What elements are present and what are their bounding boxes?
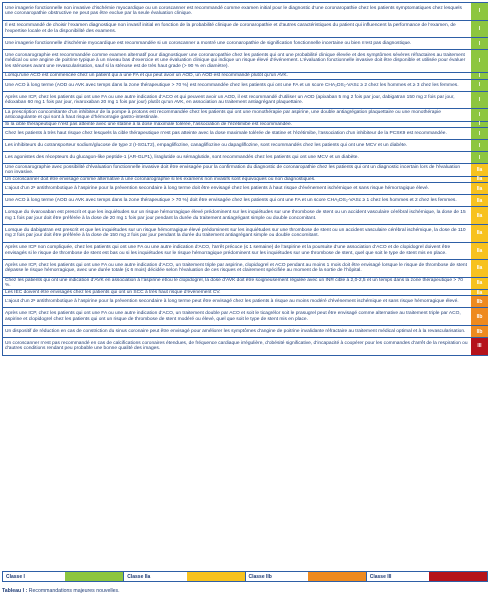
table-row: [3, 326, 488, 338]
legend-label: Classe III: [369, 573, 392, 580]
recommendation-text: [3, 73, 470, 79]
legend-label: Classe IIb: [248, 573, 272, 580]
table-row: [3, 21, 488, 39]
table-caption: [2, 588, 120, 594]
class-cell: IIa: [470, 290, 488, 296]
class-cell: I: [470, 152, 488, 163]
legend-swatch: [308, 572, 366, 581]
table-row: [3, 278, 488, 290]
table-row: [3, 164, 488, 176]
recommendation-label: Une imagerie fonctionnelle non invasive d’ischémie myocardique ou un coroscanner est recommandé comme examen initial pour le diagnostic d’une coronaropathie chez les patients symptomatiques chez lesquels une coronaropathie obstructive ne peut pas être exclue par la seule évaluation clinique.: [5, 5, 462, 17]
recommendation-text: [3, 152, 470, 163]
recommendation-text: [3, 3, 470, 20]
table-row: [3, 92, 488, 110]
recommendation-text: [3, 207, 470, 224]
recommendation-label: Une imagerie fonctionnelle d’ischémie myocardique est recommandée si un coroscanner a montré une coronaropathie de signification fonctionnelle incertaine ou bien n’est pas diagnostique.: [5, 40, 412, 46]
class-cell: I: [470, 122, 488, 128]
recommendation-label: Si la cible thérapeutique n’est pas atteinte avec une statine à la dose maximale tolérée, l’association de l’ézétimibe est recommandée.: [5, 121, 293, 127]
class-cell: IIa: [470, 164, 488, 175]
class-cell: I: [470, 50, 488, 72]
recommendation-text: [3, 183, 470, 194]
recommendation-label: Une coronarographie avec possibilité d’évaluation fonctionnelle invasive doit être envisagée pour la confirmation du diagnostic de coronaropathie chez les patients qui ont un diagnostic incertain lors de l’évaluation non invasive.: [5, 164, 461, 176]
legend-swatch: [65, 572, 123, 581]
table-row: [3, 183, 488, 195]
table-row: [3, 243, 488, 261]
table-row: [3, 128, 488, 140]
class-cell: I: [470, 73, 488, 79]
recommendation-text: [3, 80, 470, 91]
recommendation-label: Chez les patients qui ont une indication d’AVK en association à l’aspirine et/ou le clopidogrel, la dose d’AVK doit être soigneusement régulée avec un INR cible à 2,0-2,5 et un temps dans la zone thérapeutique > 70 %.: [5, 277, 463, 289]
class-cell: IIb: [470, 326, 488, 337]
class-cell: III: [470, 338, 488, 355]
recommendations-table: [2, 2, 488, 356]
recommendation-text: [3, 195, 470, 206]
recommendation-text: [3, 50, 470, 72]
class-cell: I: [470, 128, 488, 139]
table-row: [3, 140, 488, 152]
legend-item: [367, 572, 487, 581]
table-row: [3, 73, 488, 80]
recommendation-label: Après une ICP, chez les patients qui ont une FA ou une autre indication d’ACO, un traitement double par ACO et soit le ticagrélor soit le prasugrel peut être envisagé comme alternative au traitement triple par ACO, aspirine et clopidogrel chez les patients qui ont un risque de thrombose de stent modéré ou élevé, quel que soit le type de stent mis en place.: [5, 311, 461, 322]
class-cell: IIa: [470, 260, 488, 277]
table-row: [3, 296, 488, 308]
table-row: [3, 3, 488, 21]
caption-label: Tableau I :: [2, 588, 28, 594]
class-cell: I: [470, 109, 488, 120]
recommendation-text: [3, 278, 470, 289]
recommendation-label: Un dispositif de réduction en cas de constriction du sinus coronaire peut être envisagé pour améliorer les symptômes d’angine de poitrine invalidante réfractaire au traitement médical optimal et à la revascularisation.: [5, 328, 466, 334]
recommendation-label: Chez les patients à très haut risque chez lesquels la cible thérapeutique n’est pas atteinte avec la dose maximale tolérée de statine et l’ézétimibe, l’association d’un inhibiteur de la PCSK9 est recommandée.: [5, 131, 447, 137]
recommendation-text: [3, 225, 470, 242]
recommendation-label: Une coronarographie est recommandée comme examen alternatif pour diagnostiquer une coronaropathie chez les patients qui ont une probabilité clinique élevée et des symptômes sévères réfractaires au traitement médical ou une angine de poitrine typique à un niveau bas d’exercice et une évaluation clinique qui indique un risque élevé d’événement. L’évaluation fonctionnelle invasive doit être disponible et utilisée pour évaluer les sténoses avant une revascularisation, sauf si la sténose est de très haut grade (> 90 % en diamètre).: [5, 53, 466, 69]
class-cell: IIa: [470, 183, 488, 194]
class-cell: IIb: [470, 308, 488, 325]
class-cell: I: [470, 80, 488, 91]
legend-item: [124, 572, 245, 581]
recommendation-text: [3, 109, 470, 120]
recommendation-label: Les agonistes des récepteurs du glucagon-like peptide-1 (AR-GLP1), liraglutide ou sémaglutide, sont recommandés chez les patients qui ont une MCV et un diabète.: [5, 155, 359, 161]
table-row: [3, 177, 488, 184]
class-cell: IIa: [470, 177, 488, 183]
recommendation-label: Après une ICP non compliquée, chez les patients qui ont une FA ou une autre indication d’ACO, l’arrêt précoce (≤ 1 semaine) de l’aspirine et la poursuite d’une association d’ACO et de clopidogrel doivent être envisagés si le risque de thrombose de stent est bas ou si les inquiétudes sur le risque hémorragique prédominent sur les inquiétudes sur une thrombose de stent, quel que soit le type de stent mis en place.: [5, 245, 451, 256]
table-row: [3, 338, 488, 356]
legend-item: [3, 572, 124, 581]
class-cell: IIa: [470, 278, 488, 289]
recommendation-text: [3, 308, 470, 325]
table-row: [3, 80, 488, 92]
recommendation-text: [3, 243, 470, 260]
class-cell: IIa: [470, 207, 488, 224]
recommendation-text: [3, 38, 470, 49]
recommendation-text: [3, 164, 470, 175]
table-row: [3, 38, 488, 50]
caption-text: Recommandations majeures nouvelles.: [27, 588, 120, 594]
class-cell: I: [470, 38, 488, 49]
recommendation-text: [3, 326, 470, 337]
recommendation-label: Un coroscanner doit être envisagé comme alternative à une coronarographie si les examens non invasifs sont équivoques ou non diagnostiques.: [5, 176, 316, 182]
recommendation-label: Les IEC doivent être envisagés chez les patients qui ont un SCC à très haut risque d’événement CV.: [5, 289, 221, 295]
class-cell: I: [470, 3, 488, 20]
class-cell: I: [470, 92, 488, 109]
table-row: [3, 308, 488, 326]
recommendation-text: [3, 290, 470, 296]
recommendation-label: Lorsqu’une ACO est commencée chez un patient qui a une FA et qui peut avoir un AOD, un AOD est recommandé plutôt qu’un AVK.: [5, 73, 288, 79]
recommendation-label: Une ACO à long terme (AOD ou AVK avec temps dans la zone thérapeutique > 70 %) est recommandée chez les patients qui ont une FA et un score CHA₂DS₂-VASc ≥ 2 chez les hommes et ≥ 3 chez les femmes.: [5, 82, 459, 88]
table-row: [3, 225, 488, 243]
recommendation-text: [3, 260, 470, 277]
table-row: [3, 50, 488, 73]
table-row: [3, 195, 488, 207]
recommendation-label: Les inhibiteurs du cotransporteur sodium/glucose de type 2 (I-SGLT2), empagliflozine, canagliflozine ou dapagliflozine, sont recommandés chez les patients qui ont une MCV et un diabète.: [5, 143, 408, 149]
legend-swatch: [187, 572, 245, 581]
recommendation-label: L’ajout d’un 2ᵉ antithrombotique à l’aspirine pour la prévention secondaire à long terme doit être envisagé chez les patients à haut risque d’événement ischémique et sans risque hémorragique élevé.: [5, 186, 430, 192]
recommendation-label: Il est recommandé de choisir l’examen diagnostique non invasif initial en fonction de la probabilité clinique de coronaropathie et d’autres caractéristiques du patient qui influencent la performance de l’examen, de l’expertise locale et de la disponibilité des examens.: [5, 23, 456, 34]
class-cell: IIa: [470, 243, 488, 260]
class-cell: IIb: [470, 296, 488, 307]
table-row: [3, 109, 488, 121]
class-cell: I: [470, 140, 488, 151]
recommendation-label: L’ajout d’un 2ᵉ antithrombotique à l’aspirine pour la prévention secondaire à long terme peut être envisagé chez les patients à risque au moins modéré d’événement ischémique et sans risque hémorragique élevé.: [5, 299, 459, 305]
recommendation-label: Lorsque du rivaroxaban est prescrit et que les inquiétudes sur un risque hémorragique élevé prédominent sur les inquiétudes sur une thrombose de stent ou un accident vasculaire cérébral ischémique, la dose de 15 mg 1 fois par jour doit être préférée à la dose de 20 mg 1 fois par jour pendant la durée du traitement antiagrégant simple ou double concomitant.: [5, 210, 466, 221]
legend-swatch: [429, 572, 487, 581]
recommendation-label: Un coroscanner n’est pas recommandé en cas de calcifications coronaires étendues, de fréquence cardiaque irrégulière, d’obésité significative, d’incapacité à coopérer pour les commandes d’arrêt de la respiration ou d’autres conditions rendant peu probable une bonne qualité des images.: [5, 340, 468, 352]
recommendation-text: [3, 296, 470, 307]
legend-item: [246, 572, 367, 581]
legend-label: Classe IIa: [127, 573, 151, 580]
recommendation-label: La prescription concomitante d’un inhibiteur de la pompe à protons est recommandée chez les patients qui ont une monothérapie par aspirine, une double antiagrégation plaquettaire ou une monothérapie anticoagulante et qui sont à haut risque d’hémorragie gastro-intestinale.: [5, 109, 441, 121]
recommendation-text: [3, 21, 470, 38]
class-cell: IIa: [470, 195, 488, 206]
recommendation-text: [3, 338, 470, 355]
recommendation-label: Une ACO à long terme (AOD ou AVK avec temps dans la zone thérapeutique > 70 %) doit être envisagée chez les patients qui ont une FA et un score CHA₂DS₂-VASc ≥ 1 chez les hommes et 2 chez les femmes.: [5, 198, 457, 204]
recommendation-text: [3, 122, 470, 128]
recommendation-label: Après une ICP, chez les patients qui ont une FA ou une autre indication d’ACO et qui peuvent avoir un AOD, il est recommandé d’utiliser un AOD (apixaban 5 mg 2 fois par jour, dabigatran 150 mg 2 fois par jour, édoxaban 60 mg 1 fois par jour, rivaroxaban 20 mg 1 fois par jour) plutôt qu’un AVK, en association au traitement antiagrégant plaquettaire.: [5, 94, 455, 106]
legend-label: Classe I: [6, 573, 25, 580]
recommendation-text: [3, 92, 470, 109]
class-legend: [2, 571, 488, 582]
recommendation-label: Après une ICP, chez les patients qui ont une FA ou une autre indication d’ACO, un traitement triple par aspirine, clopidogrel et ACO pendant au moins 1 mois doit être envisagé lorsque le risque de thrombose de stent dépasse le risque hémorragique, avec une durée totale (≤ 6 mois) décidée selon l’évaluation de ces risques et clairement spécifiée au moment de la sortie de l’hôpital.: [5, 262, 467, 274]
table-row: [3, 260, 488, 278]
recommendation-text: [3, 128, 470, 139]
recommendation-label: Lorsque du dabigatran est prescrit et que les inquiétudes sur un risque hémorragique élevé prédominent sur les inquiétudes sur une thrombose de stent ou un accident vasculaire cérébral ischémique, la dose de 110 mg 2 fois par jour doit être préférée à la dose de 150 mg 2 fois par jour pendant la durée du traitement antiagrégant simple ou double concomitant.: [5, 227, 466, 239]
table-row: [3, 122, 488, 129]
table-row: [3, 290, 488, 297]
class-cell: IIa: [470, 225, 488, 242]
table-row: [3, 207, 488, 225]
class-cell: I: [470, 21, 488, 38]
table-row: [3, 152, 488, 164]
recommendation-text: [3, 140, 470, 151]
recommendation-text: [3, 177, 470, 183]
